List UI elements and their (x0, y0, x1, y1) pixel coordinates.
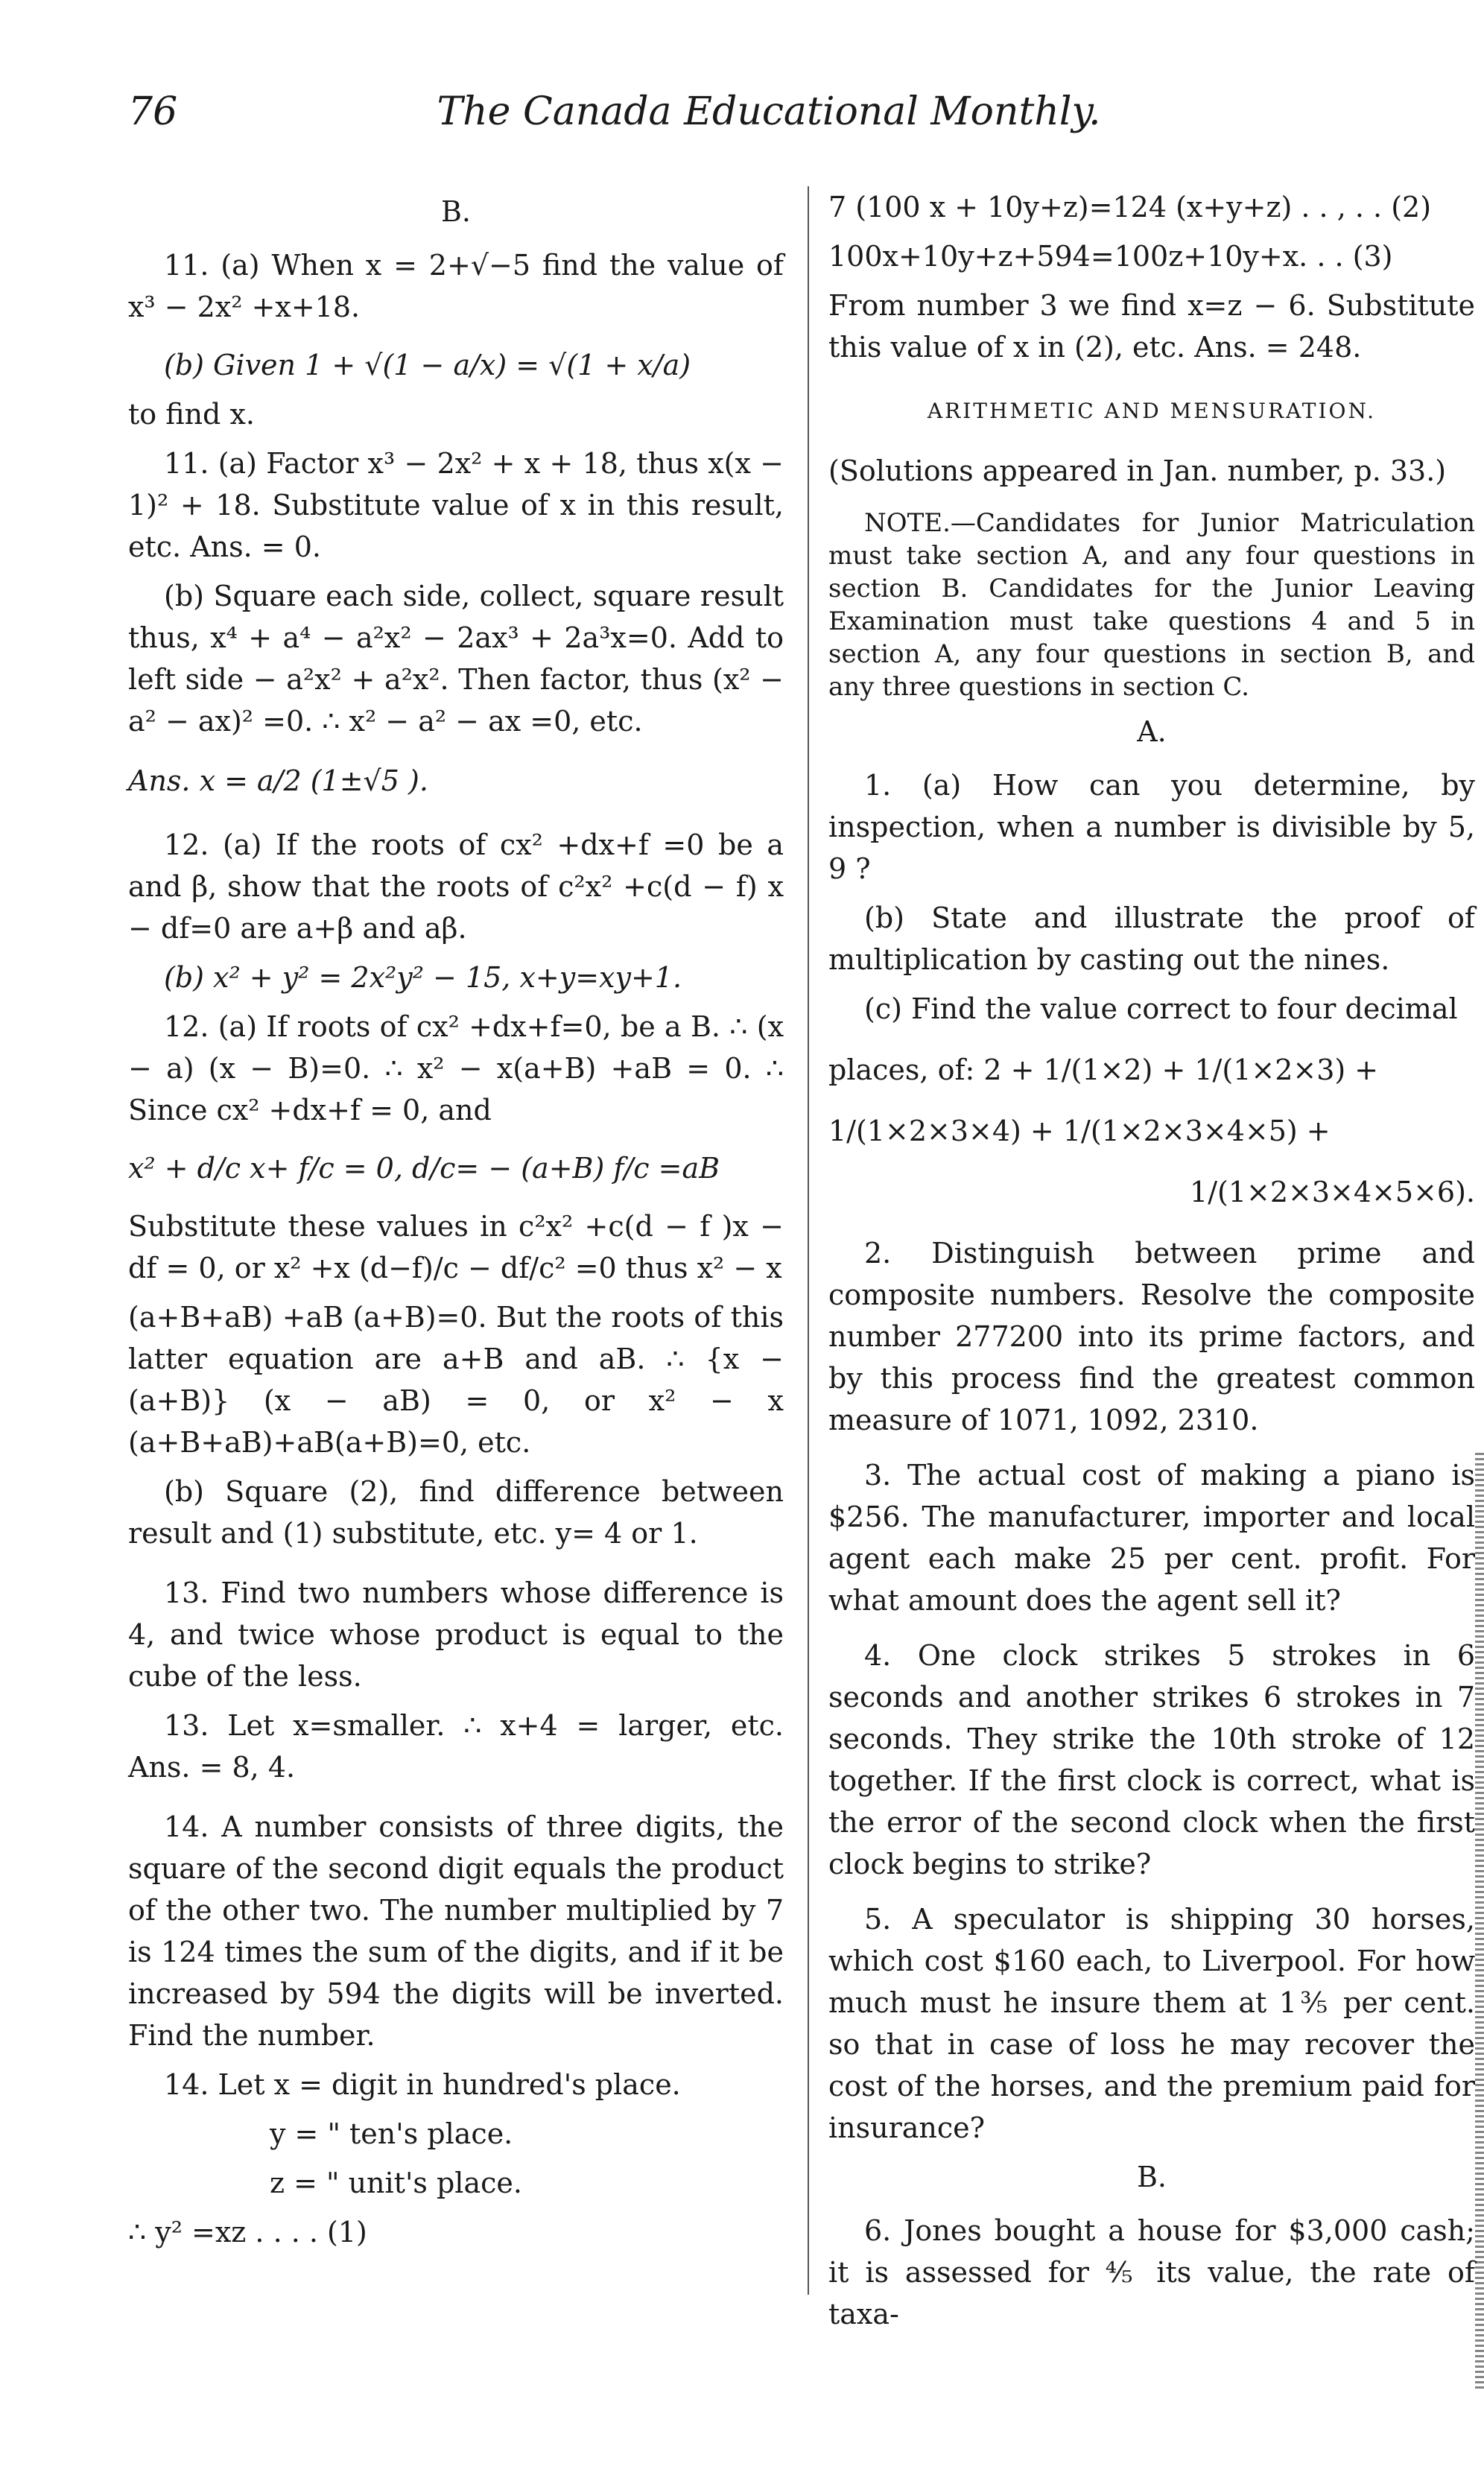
question-12b: (b) x² + y² = 2x²y² − 15, x+y=xy+1. (164, 961, 682, 994)
question-11b-equation: (b) Given 1 + √(1 − a/x) = √(1 + x/a) (164, 349, 691, 381)
question-13: 13. Find two numbers whose difference is 4, and twice whose product is equal to the cube of the less. (128, 1577, 784, 1693)
running-title: The Canada Educational Monthly. (437, 89, 1101, 134)
question-3: 3. The actual cost of making a piano is $256. The manufacturer, importer and local agent each make 25 per cent. profit. For what amount does the agent sell it? (828, 1459, 1475, 1617)
question-11: 11. (a) When x = 2+√−5 find the value of x³ − 2x² +x+18. (128, 249, 784, 323)
answer-14-line3: z = " unit's place. (270, 2167, 522, 2199)
right-column (828, 186, 1475, 2342)
equation-2: 7 (100 x + 10y+z)=124 (x+y+z) . . , . . (2) (828, 191, 1432, 224)
question-1a: 1. (a) How can you determine, by inspection, when a number is divisible by 5, 9 ? (828, 769, 1475, 885)
answer-14-line1: 14. Let x = digit in hundred's place. (164, 2068, 681, 2101)
question-1c-line2: places, of: 2 + 1/(1×2) + 1/(1×2×3) + (828, 1053, 1379, 1086)
question-1c-line4: 1/(1×2×3×4×5×6). (1190, 1176, 1475, 1208)
section-heading-b: B. (440, 195, 471, 228)
question-6: 6. Jones bought a house for $3,000 cash; it is assessed for ⅘ its value, the rate of taxa- (828, 2214, 1475, 2330)
answer-12a-part4: (a+B+aB) +aB (a+B)=0. But the roots of this latter equation are a+B and aB. ∴ {x − (a+B)} (x − aB) = 0, or x² − x (a+B+aB)+aB(a+B)=0, etc. (128, 1301, 784, 1459)
page-number: 76 (128, 89, 178, 134)
answer-12b: (b) Square (2), find difference between result and (1) substitute, etc. y= 4 or 1. (128, 1475, 784, 1550)
answer-11b: (b) Square each side, collect, square result thus, x⁴ + a⁴ − a²x² − 2ax³ + 2a³x=0. Add to left side − a²x² + a²x². Then factor, thus (x² − a² − ax)² =0. ∴ x² − a² − ax =0, etc. (128, 580, 784, 738)
answer-11a: 11. (a) Factor x³ − 2x² + x + 18, thus x(x − 1)² + 18. Substitute value of x in this result, etc. Ans. = 0. (128, 447, 784, 563)
question-2: 2. Distinguish between prime and composite numbers. Resolve the composite number 277200 into its prime factors, and by this process find the greatest common measure of 1071, 1092, 2310. (828, 1237, 1475, 1436)
question-12a: 12. (a) If the roots of cx² +dx+f =0 be a and β, show that the roots of c²x² +c(d − f) x − df=0 are a+β and aβ. (128, 828, 784, 945)
answer-12a-part1: 12. (a) If roots of cx² +dx+f=0, be a B. ∴ (x − a) (x − B)=0. ∴ x² − x(a+B) +aB = 0. ∴ Since cx² +dx+f = 0, and (128, 1010, 784, 1126)
left-column (128, 186, 784, 2260)
page-edge-texture (1475, 1453, 1484, 2392)
arithmetic-heading: ARITHMETIC AND MENSURATION. (927, 399, 1377, 423)
question-5: 5. A speculator is shipping 30 horses, which cost $160 each, to Liverpool. For how much must he insure them at 1⅗ per cent. so that in case of loss he may recover the cost of the horses, and the premium paid for insurance? (828, 1903, 1475, 2144)
page-header (128, 89, 1410, 156)
answer-12a-part3: Substitute these values in c²x² +c(d − f )x − df = 0, or x² +x (d−f)/c − df/c² =0 thus x² − x (128, 1210, 784, 1284)
answer-11b-result: Ans. x = a/2 (1±√5 ). (128, 764, 428, 797)
answer-12a-part2: x² + d/c x+ f/c = 0, d/c= − (a+B) f/c =aB (128, 1152, 720, 1185)
column-divider (808, 186, 809, 2295)
question-14: 14. A number consists of three digits, the square of the second digit equals the product of the other two. The number multiplied by 7 is 124 times the sum of the digits, and if it be increased by 594 the digits will be inverted. Find the number. (128, 1810, 784, 2052)
section-heading-b-right: B. (1136, 2161, 1167, 2193)
from-number-3: From number 3 we find x=z − 6. Substitute this value of x in (2), etc. Ans. = 248. (828, 289, 1475, 364)
answer-14-line2: y = " ten's place. (270, 2117, 513, 2150)
question-4: 4. One clock strikes 5 strokes in 6 seconds and another strikes 6 strokes in 7 seconds. They strike the 10th stroke of 12 together. If the first clock is correct, what is the error of the second clock when the first clock begins to strike? (828, 1639, 1475, 1880)
answer-13: 13. Let x=smaller. ∴ x+4 = larger, etc. Ans. = 8, 4. (128, 1709, 784, 1784)
question-1c: (c) Find the value correct to four decimal (864, 992, 1458, 1025)
section-heading-a: A. (1137, 715, 1167, 748)
equation-3: 100x+10y+z+594=100z+10y+x. . . (3) (828, 240, 1393, 273)
candidates-note: NOTE.—Candidates for Junior Matriculation must take section A, and any four questions in section B. Candidates for the Junior Leaving Examination must take questions 4 and 5 in section A, any four questions in section B, and any three questions in section C. (828, 508, 1475, 702)
question-1c-line3: 1/(1×2×3×4) + 1/(1×2×3×4×5) + (828, 1115, 1331, 1147)
answer-14-line4: ∴ y² =xz . . . . (1) (128, 2216, 367, 2249)
question-11b-text: to find x. (128, 398, 255, 431)
question-1b: (b) State and illustrate the proof of multiplication by casting out the nines. (828, 901, 1475, 976)
solutions-note: (Solutions appeared in Jan. number, p. 33.) (828, 454, 1447, 487)
